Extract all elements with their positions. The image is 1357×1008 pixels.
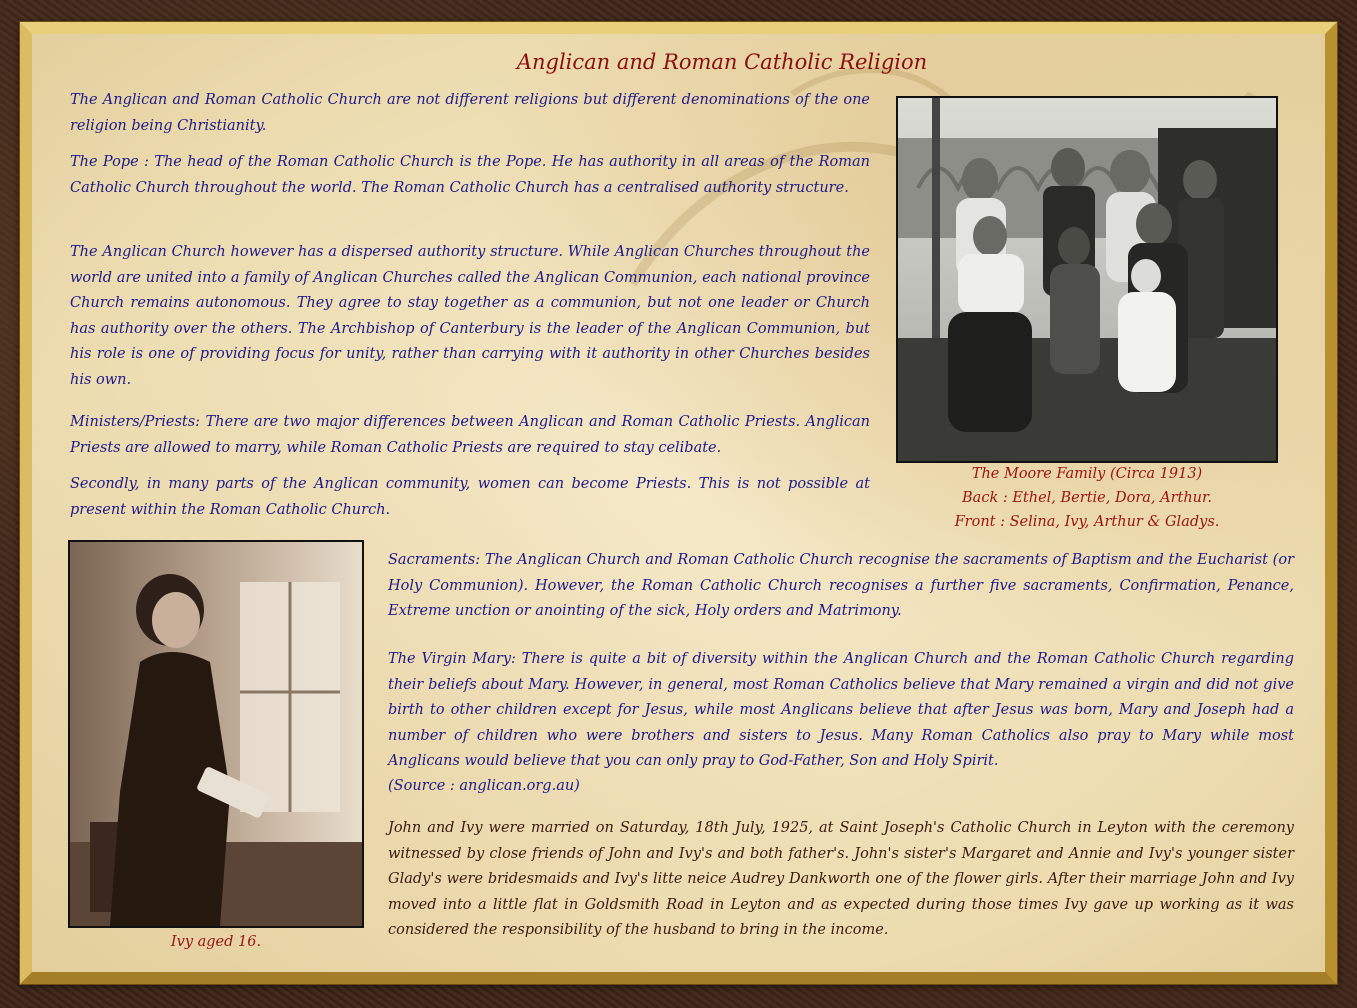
ivy-photo-caption: Ivy aged 16. [170,934,262,950]
sacraments-paragraph: Sacraments: The Anglican Church and Roman Catholic Church recognise the sacraments of Baptism and the Eucharist (or Holy Communion). However, the Roman Catholic Church recognises a further five sacraments, Confirmation, Penance, Extreme unction or anointing of the sick, Holy orders and Matrimony. [388,552,1294,619]
ministers-paragraph: Ministers/Priests: There are two major differences between Anglican and Roman Catholic Priests. Anglican Priests are allowed to marry, while Roman Catholic Priests are required to stay celibate. [70,414,870,456]
family-photo-image [898,98,1276,461]
family-photo-caption [896,462,1278,534]
virgin-mary-paragraph: The Virgin Mary: There is quite a bit of diversity within the Anglican Church and the Roman Catholic Church regarding their beliefs about Mary. However, in general, most Roman Catholics believe that Mary remained a virgin and did not give birth to other children except for Jesus, while most Anglicans believe that after Jesus was born, Mary and Joseph had a number of children who were brothers and sisters to Jesus. Many Roman Catholics also pray to Mary while most Anglicans would believe that you can only pray to God-Father, Son and Holy Spirit. [388,651,1294,769]
family-photo [896,96,1278,463]
parchment-page [32,34,1325,972]
pope-paragraph: The Pope : The head of the Roman Catholic Church is the Pope. He has authority in all areas of the Roman Catholic Church throughout the world. The Roman Catholic Church has a centralised authority structure. [70,154,870,196]
secondly-paragraph: Secondly, in many parts of the Anglican community, women can become Priests. This is not possible at present within the Roman Catholic Church. [70,476,870,518]
intro-paragraph: The Anglican and Roman Catholic Church are not different religions but different denominations of the one religion being Christianity. [70,92,870,134]
ivy-photo [68,540,364,928]
family-caption-front-row: Front : Selina, Ivy, Arthur & Gladys. [954,514,1220,530]
marriage-paragraph: John and Ivy were married on Saturday, 18th July, 1925, at Saint Joseph's Catholic Church in Leyton with the ceremony witnessed by close friends of John and Ivy's and both father's. John's sister's Margaret and Annie and Ivy's younger sister Glady's were bridesmaids and Ivy's litte neice Audrey Dankworth one of the flower girls. After their marriage John and Ivy moved into a little flat in Goldsmith Road in Leyton and as expected during those times Ivy gave up working as it was considered the responsibility of the husband to bring in the income. [388,820,1294,938]
family-caption-title: The Moore Family (Circa 1913) [971,466,1203,482]
family-caption-back-row: Back : Ethel, Bertie, Dora, Arthur. [962,490,1212,506]
source-citation: (Source : anglican.org.au) [388,778,580,794]
page-title: Anglican and Roman Catholic Religion [516,50,928,74]
anglican-paragraph: The Anglican Church however has a dispersed authority structure. While Anglican Churches throughout the world are united into a family of Anglican Churches called the Anglican Communion, each national province Church remains autonomous. They agree to stay together as a communion, but not one leader or Church has authority over the others. The Archbishop of Canterbury is the leader of the Anglican Communion, but his role is one of providing focus for unity, rather than carrying with it authority in other Churches besides his own. [70,244,870,388]
ivy-photo-image [70,542,362,926]
